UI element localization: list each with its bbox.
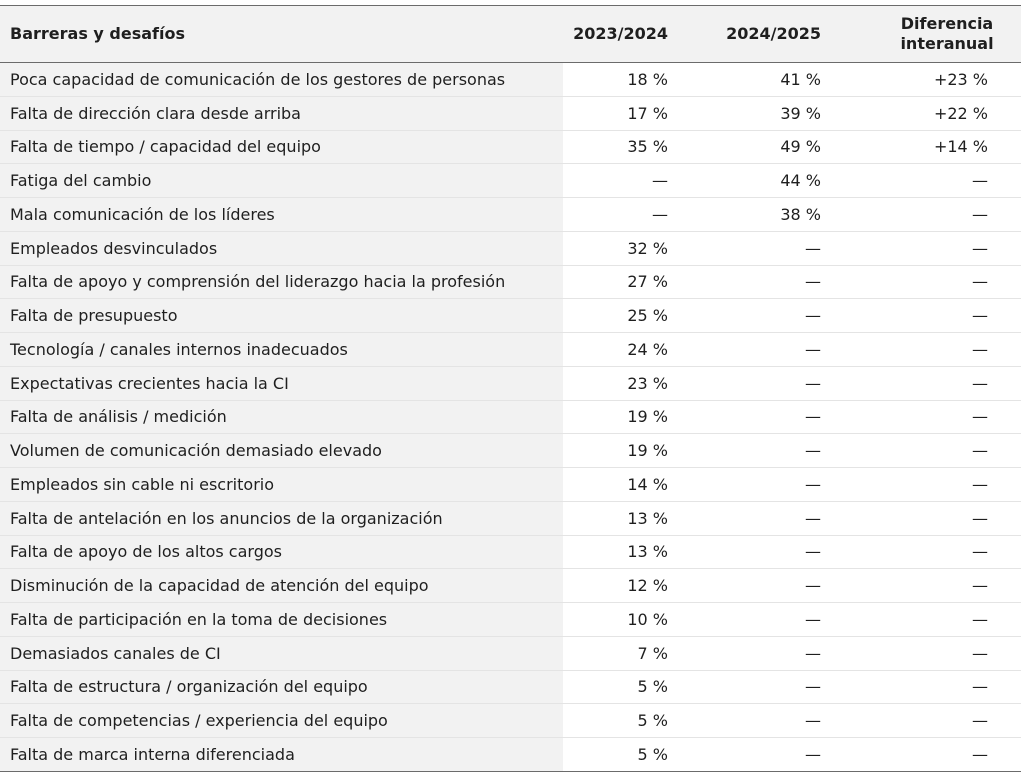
table-row	[0, 468, 1021, 502]
row-label: Falta de marca interna diferenciada	[0, 738, 563, 772]
header-2024-2025: 2024/2025	[706, 6, 859, 63]
row-value-2023-2024: 19 %	[563, 434, 706, 468]
header-year-difference	[859, 6, 1021, 63]
table-row	[0, 569, 1021, 603]
row-value-2023-2024: 12 %	[563, 569, 706, 603]
row-label: Expectativas crecientes hacia la CI	[0, 366, 563, 400]
row-year-difference: —	[859, 636, 1021, 670]
row-label: Falta de tiempo / capacidad del equipo	[0, 130, 563, 164]
table-row	[0, 400, 1021, 434]
row-year-difference: —	[859, 164, 1021, 198]
table-row	[0, 603, 1021, 637]
row-label: Empleados desvinculados	[0, 231, 563, 265]
row-year-difference: —	[859, 434, 1021, 468]
row-value-2023-2024: —	[563, 198, 706, 232]
row-label: Volumen de comunicación demasiado elevado	[0, 434, 563, 468]
row-year-difference: —	[859, 299, 1021, 333]
row-label: Falta de presupuesto	[0, 299, 563, 333]
row-year-difference: +23 %	[859, 63, 1021, 97]
row-value-2023-2024: 5 %	[563, 670, 706, 704]
row-value-2023-2024: 5 %	[563, 738, 706, 772]
row-value-2024-2025: 39 %	[706, 96, 859, 130]
row-value-2023-2024: 24 %	[563, 333, 706, 367]
row-year-difference: —	[859, 670, 1021, 704]
row-value-2024-2025: —	[706, 704, 859, 738]
header-row	[0, 6, 1021, 63]
table-body	[0, 63, 1021, 772]
row-year-difference: —	[859, 501, 1021, 535]
row-value-2023-2024: 5 %	[563, 704, 706, 738]
row-year-difference: —	[859, 400, 1021, 434]
table-row	[0, 63, 1021, 97]
table-row	[0, 366, 1021, 400]
row-label: Falta de análisis / medición	[0, 400, 563, 434]
row-label: Falta de antelación en los anuncios de la organización	[0, 501, 563, 535]
table-row	[0, 231, 1021, 265]
row-value-2024-2025: —	[706, 400, 859, 434]
table-header	[0, 6, 1021, 63]
row-label: Mala comunicación de los líderes	[0, 198, 563, 232]
row-label: Falta de dirección clara desde arriba	[0, 96, 563, 130]
table-row	[0, 130, 1021, 164]
row-label: Falta de apoyo y comprensión del liderazgo hacia la profesión	[0, 265, 563, 299]
row-value-2023-2024: 35 %	[563, 130, 706, 164]
row-value-2023-2024: 19 %	[563, 400, 706, 434]
barriers-table	[0, 5, 1021, 772]
table-row	[0, 96, 1021, 130]
table-row	[0, 670, 1021, 704]
row-value-2024-2025: —	[706, 299, 859, 333]
header-diff-line1: Diferencia	[900, 14, 994, 33]
row-year-difference: +14 %	[859, 130, 1021, 164]
row-value-2024-2025: —	[706, 265, 859, 299]
row-year-difference: —	[859, 535, 1021, 569]
row-label: Demasiados canales de CI	[0, 636, 563, 670]
row-label: Falta de estructura / organización del equipo	[0, 670, 563, 704]
header-diff-line2: interanual	[900, 34, 994, 53]
row-year-difference: —	[859, 468, 1021, 502]
table-row	[0, 535, 1021, 569]
row-value-2024-2025: 41 %	[706, 63, 859, 97]
row-value-2024-2025: 49 %	[706, 130, 859, 164]
row-value-2024-2025: —	[706, 738, 859, 772]
table-row	[0, 333, 1021, 367]
table-row	[0, 299, 1021, 333]
row-value-2023-2024: 7 %	[563, 636, 706, 670]
row-value-2023-2024: 13 %	[563, 501, 706, 535]
row-value-2023-2024: 32 %	[563, 231, 706, 265]
row-label: Tecnología / canales internos inadecuados	[0, 333, 563, 367]
row-value-2023-2024: 13 %	[563, 535, 706, 569]
row-value-2023-2024: 27 %	[563, 265, 706, 299]
row-value-2024-2025: —	[706, 468, 859, 502]
row-year-difference: —	[859, 333, 1021, 367]
row-value-2023-2024: 25 %	[563, 299, 706, 333]
header-2023-2024: 2023/2024	[563, 6, 706, 63]
table-row	[0, 636, 1021, 670]
table-row	[0, 704, 1021, 738]
row-value-2024-2025: —	[706, 434, 859, 468]
row-value-2024-2025: —	[706, 231, 859, 265]
row-value-2024-2025: —	[706, 670, 859, 704]
row-value-2024-2025: —	[706, 501, 859, 535]
row-label: Poca capacidad de comunicación de los gestores de personas	[0, 63, 563, 97]
row-year-difference: —	[859, 704, 1021, 738]
header-barriers: Barreras y desafíos	[0, 6, 563, 63]
row-year-difference: —	[859, 603, 1021, 637]
row-year-difference: +22 %	[859, 96, 1021, 130]
row-label: Empleados sin cable ni escritorio	[0, 468, 563, 502]
row-value-2024-2025: —	[706, 636, 859, 670]
row-label: Fatiga del cambio	[0, 164, 563, 198]
row-value-2024-2025: —	[706, 333, 859, 367]
table-row	[0, 265, 1021, 299]
row-value-2023-2024: 18 %	[563, 63, 706, 97]
row-value-2023-2024: 10 %	[563, 603, 706, 637]
row-year-difference: —	[859, 738, 1021, 772]
table-row	[0, 434, 1021, 468]
row-value-2023-2024: 17 %	[563, 96, 706, 130]
row-year-difference: —	[859, 231, 1021, 265]
table-row	[0, 198, 1021, 232]
row-value-2023-2024: 14 %	[563, 468, 706, 502]
row-value-2024-2025: —	[706, 603, 859, 637]
row-value-2024-2025: 38 %	[706, 198, 859, 232]
row-year-difference: —	[859, 366, 1021, 400]
row-year-difference: —	[859, 265, 1021, 299]
row-label: Falta de participación en la toma de decisiones	[0, 603, 563, 637]
row-year-difference: —	[859, 569, 1021, 603]
row-value-2024-2025: —	[706, 569, 859, 603]
table-row	[0, 738, 1021, 772]
row-value-2024-2025: —	[706, 535, 859, 569]
row-year-difference: —	[859, 198, 1021, 232]
row-label: Falta de competencias / experiencia del equipo	[0, 704, 563, 738]
table-row	[0, 164, 1021, 198]
row-value-2024-2025: 44 %	[706, 164, 859, 198]
table-row	[0, 501, 1021, 535]
row-value-2024-2025: —	[706, 366, 859, 400]
row-label: Falta de apoyo de los altos cargos	[0, 535, 563, 569]
row-value-2023-2024: 23 %	[563, 366, 706, 400]
row-value-2023-2024: —	[563, 164, 706, 198]
row-label: Disminución de la capacidad de atención del equipo	[0, 569, 563, 603]
